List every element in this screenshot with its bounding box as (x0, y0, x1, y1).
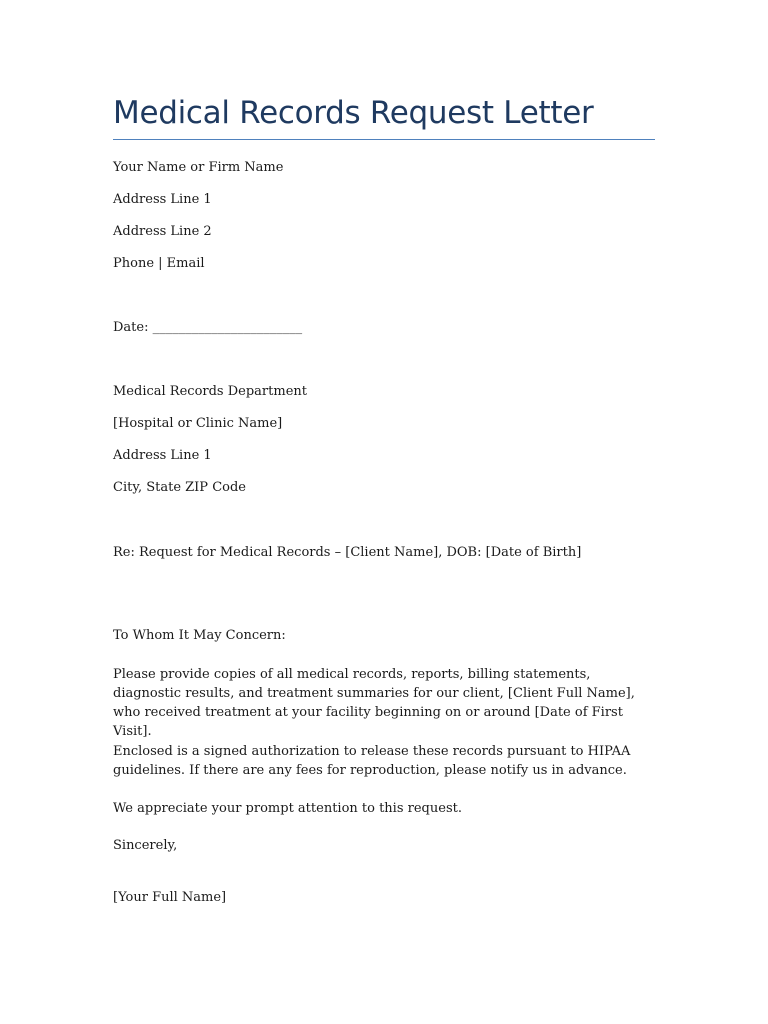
signature-name: [Your Full Name] (113, 890, 227, 905)
recipient-organization: [Hospital or Clinic Name] (113, 416, 283, 431)
document-title: Medical Records Request Letter (113, 95, 594, 131)
recipient-city-state-zip: City, State ZIP Code (113, 480, 246, 495)
sender-contact: Phone | Email (113, 256, 205, 271)
subject-line: Re: Request for Medical Records – [Client Name], DOB: [Date of Birth] (113, 545, 582, 560)
body-paragraph: Enclosed is a signed authorization to release these records pursuant to HIPAA guidelines. If there are any fees for reproduction, please notify us in advance. (113, 744, 631, 778)
sender-name: Your Name or Firm Name (113, 160, 284, 175)
salutation: To Whom It May Concern: (113, 628, 286, 643)
sender-address-line-2: Address Line 2 (113, 224, 212, 239)
sender-address-line-1: Address Line 1 (113, 192, 212, 207)
recipient-address-line-1: Address Line 1 (113, 448, 212, 463)
recipient-department: Medical Records Department (113, 384, 307, 399)
body-paragraph: We appreciate your prompt attention to this request. (113, 801, 462, 816)
closing: Sincerely, (113, 838, 178, 853)
body-paragraph: Please provide copies of all medical records, reports, billing statements, diagnostic results, and treatment summaries for our client, [Client Full Name], who received treatment at your facility beginning on or around [Date of First Visit]. (113, 667, 635, 739)
title-underline-rule (113, 139, 655, 140)
date-line: Date: _______________________ (113, 320, 303, 335)
